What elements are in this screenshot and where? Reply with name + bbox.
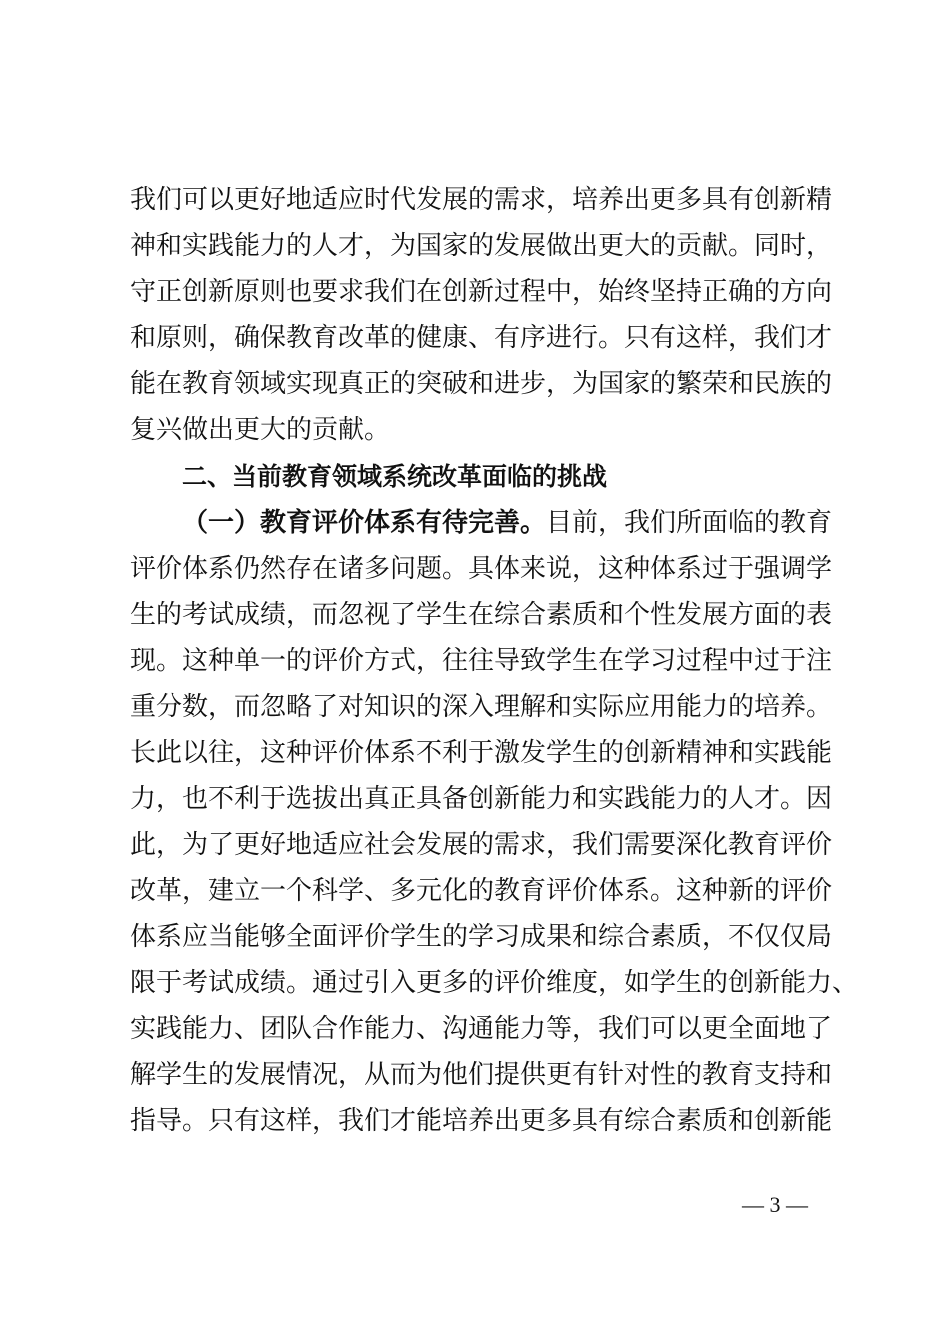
paragraph-line: 改革，建立一个科学、多元化的教育评价体系。这种新的评价: [130, 876, 833, 906]
paragraph-line: 力，也不利于选拔出真正具备创新能力和实践能力的人才。因: [130, 784, 833, 814]
paragraph-line: 重分数，而忽略了对知识的深入理解和实际应用能力的培养。: [130, 692, 833, 722]
paragraph-line: 能在教育领域实现真正的突破和进步，为国家的繁荣和民族的: [130, 369, 833, 399]
paragraph-line: 现。这种单一的评价方式，往往导致学生在学习过程中过于注: [130, 646, 833, 676]
paragraph-line: 我们可以更好地适应时代发展的需求，培养出更多具有创新精: [130, 185, 833, 215]
section-heading: 二、当前教育领域系统改革面临的挑战: [182, 462, 608, 491]
paragraph-line: 和原则，确保教育改革的健康、有序进行。只有这样，我们才: [130, 323, 833, 353]
subsection-first-line-text: 目前，我们所面临的教育: [546, 508, 833, 538]
paragraph-line: 指导。只有这样，我们才能培养出更多具有综合素质和创新能: [130, 1106, 833, 1136]
subsection-title: （一）教育评价体系有待完善。: [182, 508, 547, 538]
paragraph-line: 生的考试成绩，而忽视了学生在综合素质和个性发展方面的表: [130, 600, 833, 630]
paragraph-line: 限于考试成绩。通过引入更多的评价维度，如学生的创新能力、: [130, 968, 859, 998]
paragraph-line: 长此以往，这种评价体系不利于激发学生的创新精神和实践能: [130, 738, 833, 768]
paragraph-line: 实践能力、团队合作能力、沟通能力等，我们可以更全面地了: [130, 1014, 833, 1044]
page-number: — 3 —: [742, 1192, 808, 1217]
paragraph-line: 此，为了更好地适应社会发展的需求，我们需要深化教育评价: [130, 830, 833, 860]
subsection-first-line: [182, 502, 832, 544]
paragraph-line: 评价体系仍然存在诸多问题。具体来说，这种体系过于强调学: [130, 554, 833, 584]
paragraph-line: 体系应当能够全面评价学生的学习成果和综合素质，不仅仅局: [130, 922, 833, 952]
paragraph-line: 复兴做出更大的贡献。: [130, 415, 391, 445]
paragraph-line: 解学生的发展情况，从而为他们提供更有针对性的教育支持和: [130, 1060, 833, 1090]
paragraph-line: 守正创新原则也要求我们在创新过程中，始终坚持正确的方向: [130, 277, 833, 307]
paragraph-line: 神和实践能力的人才，为国家的发展做出更大的贡献。同时，: [130, 231, 833, 261]
